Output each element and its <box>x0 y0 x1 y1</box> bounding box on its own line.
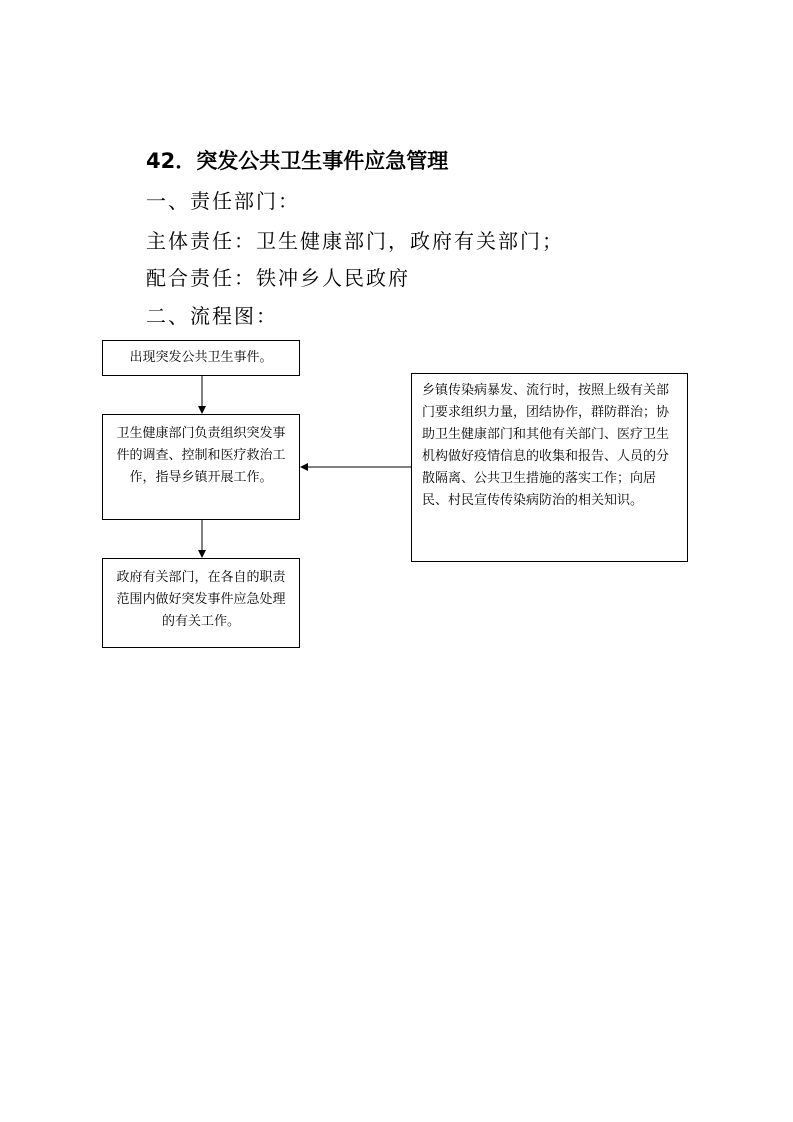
flowchart-step-1-box <box>102 340 300 376</box>
flowchart-step-1-text: 出现突发公共卫生事件。 <box>129 350 273 365</box>
flowchart-side-note-text: 乡镇传染病暴发、流行时，按照上级有关部门要求组织力量，团结协作，群防群治；协助卫生健康部门和其他有关部门、医疗卫生机构做好疫情信息的收集和报告、人员的分散隔离、公共卫生措施的落实工作；向居民、村民宣传传染病防治的相关知识。 <box>422 383 670 508</box>
flowchart-step-2-box <box>102 414 300 520</box>
cooperating-responsibility-line: 配合责任：铁冲乡人民政府 <box>146 266 410 290</box>
main-responsibility-line: 主体责任：卫生健康部门，政府有关部门； <box>146 229 564 253</box>
flowchart-step-3-text: 政府有关部门，在各自的职责范围内做好突发事件应急处理的有关工作。 <box>116 570 286 629</box>
section-heading-flowchart: 二、流程图： <box>146 304 278 328</box>
flowchart-step-2-text: 卫生健康部门负责组织突发事件的调查、控制和医疗救治工作，指导乡镇开展工作。 <box>116 426 286 485</box>
flowchart-step-3-box <box>102 558 300 648</box>
section-heading-responsible-departments: 一、责任部门： <box>146 189 300 213</box>
document-title: 42．突发公共卫生事件应急管理 <box>146 149 449 173</box>
flowchart-side-note-box <box>411 373 688 562</box>
